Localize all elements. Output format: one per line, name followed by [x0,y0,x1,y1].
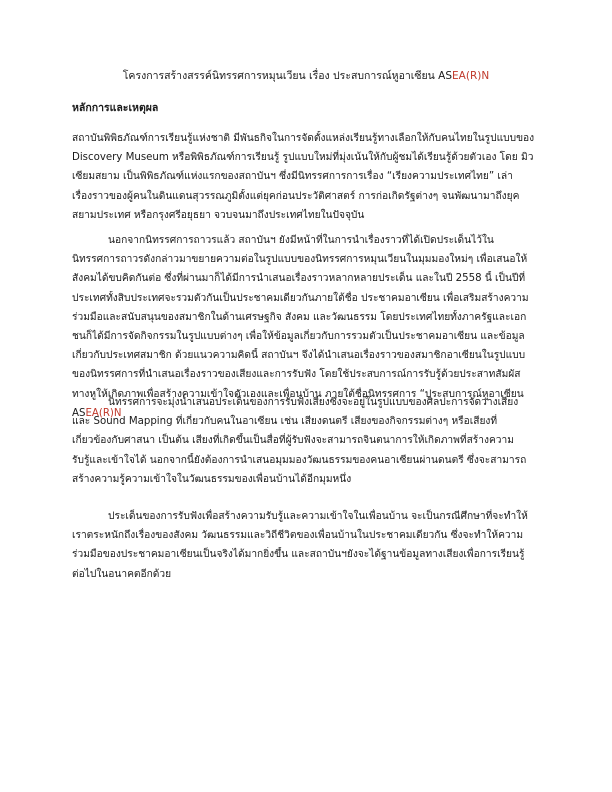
line-text: สังคมได้ขบคิดกันต่อ ซึ่งที่ผ่านมาก็ได้มีการนำเสนอเรื่องราวหลากหลายประเด็น และในปี 2558 นี้ เป็นปีที่ [72,273,526,285]
line-text: ทางหูให้เกิดภาพเพื่อสร้างความเข้าใจตัวเองและเพื่อนบ้าน ภายใต้ชื่อนิทรรศการ “ประสบการณ์หูอาเซียน [72,388,524,400]
title-text: โครงการสร้างสรรค์นิทรรศการหมุนเวียน เรื่อง ประสบการณ์หูอาเซียน AS [122,70,453,82]
line-text: Discovery Museum หรือพิพิธภัณฑ์การเรียนรู้ รูปแบบใหม่ที่มุ่งเน้นให้กับผู้ชมได้เรียนรู้ด้วยตัวเอง โดย มิว [72,152,534,164]
line-text: เราตระหนักถึงเรื่องของสังคม วัฒนธรรมและวิถีชีวิตของเพื่อนบ้านในประชาคมเดียวกัน ซึ่งจะทำให้ความ [72,530,524,542]
paragraph-line [72,567,542,583]
document-title [0,68,612,84]
paragraph-line [72,453,542,469]
line-text: สถาบันพิพิธภัณฑ์การเรียนรู้แห่งชาติ มีพันธกิจในการจัดตั้งแหล่งเรียนรู้ทางเลือกให้กับคนไทยในรูปแบบของ [72,133,535,144]
line-text: ชนก็ได้มีการจัดกิจกรรมในรูปแบบต่างๆ เพื่อให้ข้อมูลเกี่ยวกับการรวมตัวเป็นประชาคมอาเซียน และข้อมูล [72,331,525,342]
title-highlight: EA(R)N [452,70,490,82]
paragraph-line [72,472,542,488]
line-text: รับรู้และเข้าใจได้ นอกจากนี้ยังต้องการนำเสนอมุมมองวัฒนธรรมของคนอาเซียนผ่านดนตรี ซึ่งจะสามารถ [72,454,527,466]
line-text: นอกจากนิทรรศการถาวรแล้ว สถาบันฯ ยังมีหน้าที่ในการนำเรื่องราวที่ได้เปิดประเด็นไว้ใน [108,235,494,246]
paragraph-line [72,291,542,307]
paragraph-line [72,189,542,205]
paragraph-line [72,310,542,326]
line-highlight: EA(R)N [85,407,122,419]
line-text: เกี่ยวกับประเทศสมาชิก ด้วยแนวความคิดนี้ สถาบันฯ จึงได้นำเสนอเรื่องราวของสมาชิกอาเซียนในรูปแบบ [72,350,526,362]
line-text: ต่อไปในอนาคตอีกด้วย [72,568,172,580]
line-text: ประเด็นของการรับฟังเพื่อสร้างความรับรู้และความเข้าใจในเพื่อนบ้าน จะเป็นกรณีศึกษาที่จะทำให้ [108,511,528,522]
paragraph-line [72,131,542,147]
paragraph-line [72,547,542,563]
paragraph-line [72,414,542,430]
paragraph-line [108,395,542,411]
paragraph-line [72,169,542,185]
paragraph-line [72,208,542,224]
section-heading: หลักการและเหตุผล [72,102,159,114]
line-text: สร้างความรู้ความเข้าใจในวัฒนธรรมของเพื่อนบ้านได้อีกมุมหนึ่ง [72,473,352,485]
line-text: นิทรรศการถาวรดังกล่าวมาขยายความต่อในรูปแบบของนิทรรศการหมุนเวียนในมุมมองใหม่ๆ เพื่อเสนอให้ [72,254,528,266]
line-text: ประเทศทั้งสิบประเทศจะรวมตัวกันเป็นประชาคมเดียวกันภายใต้ชื่อ ประชาคมอาเซียน เพื่อเสริมสร้างความ [72,292,529,304]
line-text: เรื่องราวของผู้คนในดินแดนสุวรรณภูมิตั้งแต่ยุคก่อนประวัติศาสตร์ การก่อเกิดรัฐต่างๆ จนพัฒนามาถึงยุค [72,190,520,202]
paragraph-line [72,329,542,345]
paragraph-line [108,509,542,525]
paragraph-line [72,348,542,364]
line-text: AS [72,407,86,419]
line-text: ร่วมมือและสนับสนุนของสมาชิกในด้านเศรษฐกิจ สังคม และวัฒนธรรม โดยประเทศไทยทั้งภาครัฐและเอก [72,311,527,323]
line-text: ร่วมมือของประชาคมอาเซียนเป็นจริงได้มากยิ่งขึ้น และสถาบันฯยังจะได้ฐานข้อมูลทางเสียงเพื่อการเรียนรู้ [72,549,525,561]
paragraph-line [72,150,542,166]
paragraph-line [72,252,542,268]
paragraph-line [72,433,542,449]
line-text: และ Sound Mapping ที่เกี่ยวกับคนในอาเซียน เช่น เสียงดนตรี เสียงของกิจกรรมต่างๆ หรือเสียงที่ [72,416,498,428]
line-text: ของนิทรรศการที่นำเสนอเรื่องราวของเสียงและการรับฟัง โดยใช้ประสบการณ์การรับรู้ด้วยประสาทสัมผัส [72,369,521,381]
line-text: นิทรรศการจะมุ่งนำเสนอประเด็นของการรับฟังเสียงซึ่งจะอยู่ในรูปแบบของศิลปะการจัดวางเสียง [108,397,519,408]
paragraph-line [108,233,542,249]
paragraph-line [72,528,542,544]
line-text: สยามประเทศ หรือกรุงศรีอยุธยา จวบจนมาถึงประเทศไทยในปัจจุบัน [72,209,365,221]
line-text: เกี่ยวข้องกับศาสนา เป็นต้น เสียงที่เกิดขึ้นเป็นสื่อที่ผู้รับฟังจะสามารถจินตนาการให้เกิดภาพที่สร้างความ [72,435,514,447]
line-text: เซียมสยาม เป็นพิพิธภัณฑ์แห่งแรกของสถาบันฯ ซึ่งมีนิทรรศการการเรื่อง “เรียงความประเทศไทย” เล่า [72,171,513,183]
paragraph-line [72,367,542,383]
paragraph-line [72,271,542,287]
